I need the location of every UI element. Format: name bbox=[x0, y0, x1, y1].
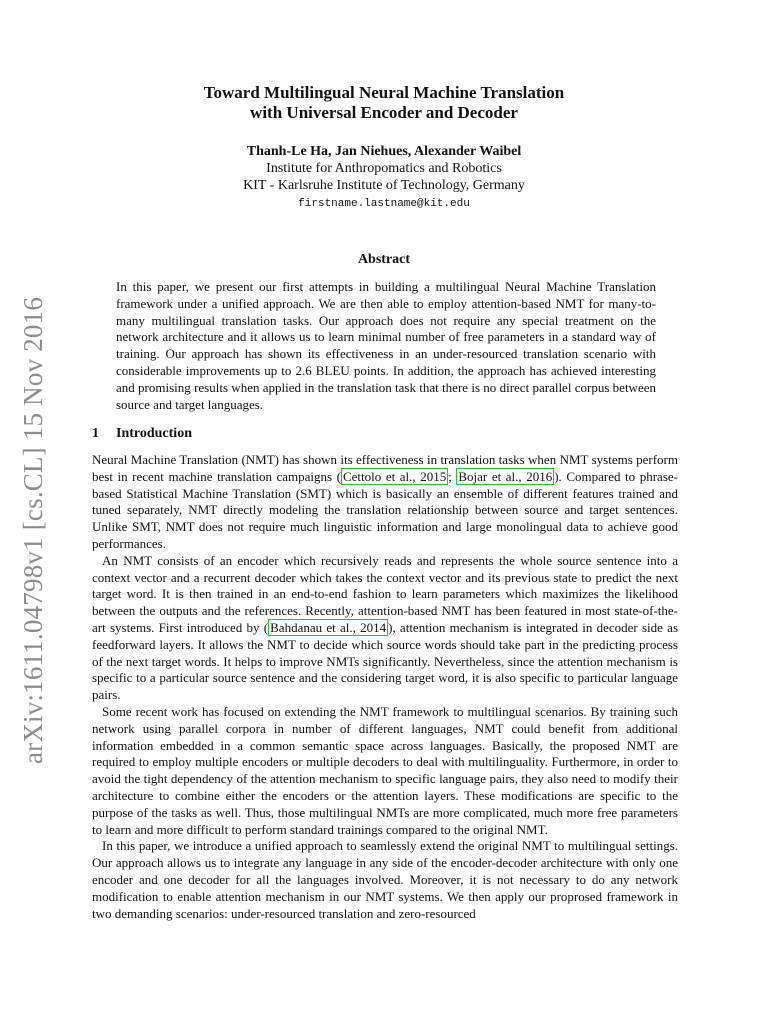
section-heading bbox=[92, 426, 192, 442]
section-number: 1 bbox=[92, 426, 99, 441]
author-institute: Institute for Anthropomatics and Robotics bbox=[266, 161, 502, 176]
citation-link-bahdanau[interactable]: Bahdanau et al., 2014 bbox=[270, 619, 387, 635]
intro-paragraph-1 bbox=[92, 452, 678, 553]
introduction-body bbox=[92, 452, 678, 922]
author-names: Thanh-Le Ha, Jan Niehues, Alexander Waibel bbox=[246, 144, 522, 159]
intro-p1-separator: ; bbox=[448, 468, 457, 484]
intro-paragraph-3: Some recent work has focused on extending the NMT framework to multilingual scenarios. By training such network using parallel corpora in number of different languages, NMT could benefit from additional information embedded in a common semantic space across languages. Basically, the proposed NMT are required to employ multiple encoders or multiple decoders to deal with multilinguality. Furthermore, in order to avoid the tight dependency of the attention mechanism to specific language pairs, they also need to modify their architecture to combine either the encoders or the attention layers. These modifications are specific to the purpose of the tasks as well. Thus, those multilingual NMTs are more complicated, much more free parameters to learn and more difficult to perform standard trainings compared to the original NMT. bbox=[92, 703, 678, 837]
title-line-2: with Universal Encoder and Decoder bbox=[250, 103, 518, 122]
title-line-1: Toward Multilingual Neural Machine Translation bbox=[203, 83, 565, 102]
intro-p2-text-a: An NMT consists of an encoder which recursively reads and represents the whole source sentence into a context vector and a recurrent decoder which takes the context vector and its previous state to predict the next target word. It is then trained in an end-to-end fashion to learn parameters which maximizes the likelihood between the outputs and the references. Recently, attention-based NMT has been featured in most state-of-the-art systems. First introduced by ( bbox=[92, 552, 678, 635]
intro-p1-text-b: ). Compared to phrase-based Statistical Machine Translation (SMT) which is basically an ensemble of different features trained and tuned separately, NMT directly modeling the translation relationship between source and target sentences. Unlike SMT, NMT does not require much linguistic information and large monolingual data to achieve good performances. bbox=[92, 468, 678, 551]
abstract-text: In this paper, we present our first attempts in building a multilingual Neural Machine Translation framework under a unified approach. We are then able to employ attention-based NMT for many-to-many multilingual translation tasks. Our approach does not require any special treatment on the network architecture and it allows us to learn minimal number of free parameters in a standard way of training. Our approach has shown its effectiveness in an under-resourced translation scenario with considerable improvements up to 2.6 BLEU points. In addition, the approach has achieved interesting and promising results when applied in the translation task that there is no direct parallel corpus between source and target languages. bbox=[116, 279, 656, 412]
arxiv-identifier bbox=[4, 296, 64, 764]
arxiv-identifier-text: arXiv:1611.04798v1 [cs.CL] 15 Nov 2016 bbox=[18, 296, 49, 764]
citation-link-bojar[interactable]: Bojar et al., 2016 bbox=[458, 468, 553, 484]
author-block bbox=[100, 143, 668, 213]
paper-title bbox=[100, 83, 668, 123]
abstract-heading: Abstract bbox=[357, 252, 411, 267]
intro-paragraph-4: In this paper, we introduce a unified approach to seamlessly extend the original NMT to multilingual settings. Our approach allows us to integrate any language in any side of the encoder-decoder architecture with only one encoder and one decoder for all the languages involved. Moreover, it is not necessary to do any network modification to enable attention mechanism in our NMT systems. We then apply our proprosed framework in two demanding scenarios: under-resourced translation and zero-resourced bbox=[92, 838, 678, 921]
intro-p1-text-a: Neural Machine Translation (NMT) has shown its effectiveness in translation tasks when NMT systems perform best in recent machine translation campaigns ( bbox=[92, 452, 678, 484]
citation-link-cettolo[interactable]: Cettolo et al., 2015 bbox=[342, 468, 447, 484]
author-email: firstname.lastname@kit.edu bbox=[298, 198, 470, 210]
intro-paragraph-2 bbox=[92, 553, 678, 704]
intro-p2-text-b: ), attention mechanism is integrated in decoder side as feedforward layers. It allows the NMT to decide which source words should take part in the predicting process of the next target words. It helps to improve NMTs significantly. Nevertheless, since the attention mechanism is specific to a particular source sentence and the considering target word, it is also specific to particular language pairs. bbox=[92, 619, 678, 703]
author-university: KIT - Karlsruhe Institute of Technology, Germany bbox=[243, 178, 525, 193]
section-title: Introduction bbox=[116, 426, 192, 441]
